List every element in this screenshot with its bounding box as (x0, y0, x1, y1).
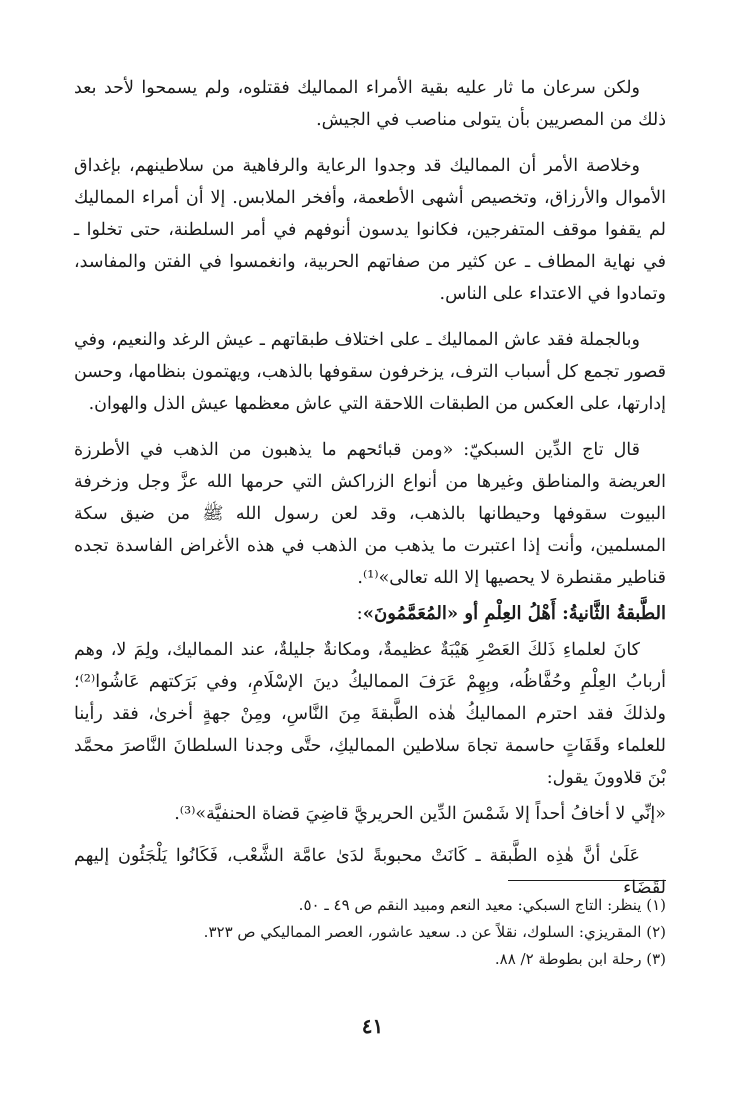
page-number: ٤١ (361, 1014, 384, 1038)
footnote-divider (508, 880, 666, 881)
paragraph-1: ولكن سرعان ما ثار عليه بقية الأمراء المماليك فقتلوه، ولم يسمحوا لأحد بعد ذلك من المصريين بأن يتولى مناصب في الجيش. (74, 78, 666, 130)
section-quote: «إنِّي لا أخافُ أحداً إلا شَمْسَ الدِّين الحريريَّ قاضِيَ قضاة الحنفيَّة»⁽³⁾. (174, 804, 666, 824)
section-heading (74, 598, 666, 630)
section-heading-title: الطَّبقةُ الثَّانيةُ: أَهْلُ العِلْمِ أو «المُعَمَّمُونَ» (362, 603, 666, 624)
section-paragraph-1: كانَ لعلماءِ ذَلكَ العَصْرِ هَيْبَةٌ عظيمةٌ، ومكانةٌ جليلةٌ، عند المماليك، ولِمَ لا، وهم أربابُ العِلْمِ وحُفَّاظُه، وبِهِمْ عَرَفَ المماليكُ دينَ الإسْلَامِ، وفي بَرَكتهم عَاشُوا⁽²⁾؛ ولذلكَ فقد احترم المماليكُ هٰذه الطَّبقةَ مِنَ النَّاسِ، ومِنْ جهةٍ أخرىٰ، فقد رأينا للعلماء وقَفَاتٍ حاسمة تجاهَ سلاطين المماليكِ، حتَّى وجدنا السلطانَ النَّاصرَ محمَّد بْنَ قلاوونَ يقول: (74, 640, 666, 788)
paragraph-4: قال تاج الدِّين السبكيّ: «ومن قبائحهم ما يذهبون من الذهب في الأطرزة العريضة والمناطق وغيرها من أنواع الزراكش التي حرمها الله عزَّ وجل وزخرفة البيوت سقوفها وحيطانها بالذهب، وقد لعن رسول الله ﷺ من ضيق سكة المسلمين، وأنت إذا اعتبرت ما يذهب من الذهب في هذه الأغراض الفاسدة تجده قناطير مقنطرة لا يحصيها إلا الله تعالى»⁽¹⁾. (74, 440, 666, 588)
footnote-1: (١) ينظر: التاج السبكي: معيد النعم ومبيد النقم ص ٤٩ ـ ٥٠. (298, 896, 666, 914)
paragraph-3: وبالجملة فقد عاش المماليك ـ على اختلاف طبقاتهم ـ عيش الرغد والنعيم، وفي قصور تجمع كل أسباب الترف، يزخرفون سقوفها بالذهب، ويهتمون بنظامها، وحسن إدارتها، على العكس من الطبقات اللاحقة التي عاش معظمها عيش الذل والهوان. (74, 330, 666, 414)
section-heading-colon: : (356, 603, 363, 624)
footnote-3: (٣) رحلة ابن بطوطة ٢/ ٨٨. (494, 950, 666, 968)
paragraph-2: وخلاصة الأمر أن المماليك قد وجدوا الرعاية والرفاهية من سلاطينهم، بإغداق الأموال والأرزاق، وتخصيص أشهى الأطعمة، وأفخر الملابس. إلا أن أمراء المماليك لم يقفوا موقف المتفرجين، فكانوا يدسون أنوفهم في أمر السلطنة، حتى تخلوا ـ في نهاية المطاف ـ عن كثير من صفاتهم الحربية، وانغمسوا في الفتن والمفاسد، وتمادوا في الاعتداء على الناس. (74, 156, 666, 304)
section-paragraph-2: عَلَىٰ أنَّ هٰذِه الطَّبقة ـ كَانَتْ محبوبةً لدَىٰ عامَّة الشَّعْب، فَكَانُوا يَلْجَئُون إليهم لقَضَاء (74, 846, 666, 898)
footnote-2: (٢) المقريزي: السلوك، نقلاً عن د. سعيد عاشور، العصر المماليكي ص ٣٢٣. (203, 923, 666, 941)
page-body (74, 72, 666, 904)
footnotes (74, 892, 666, 973)
